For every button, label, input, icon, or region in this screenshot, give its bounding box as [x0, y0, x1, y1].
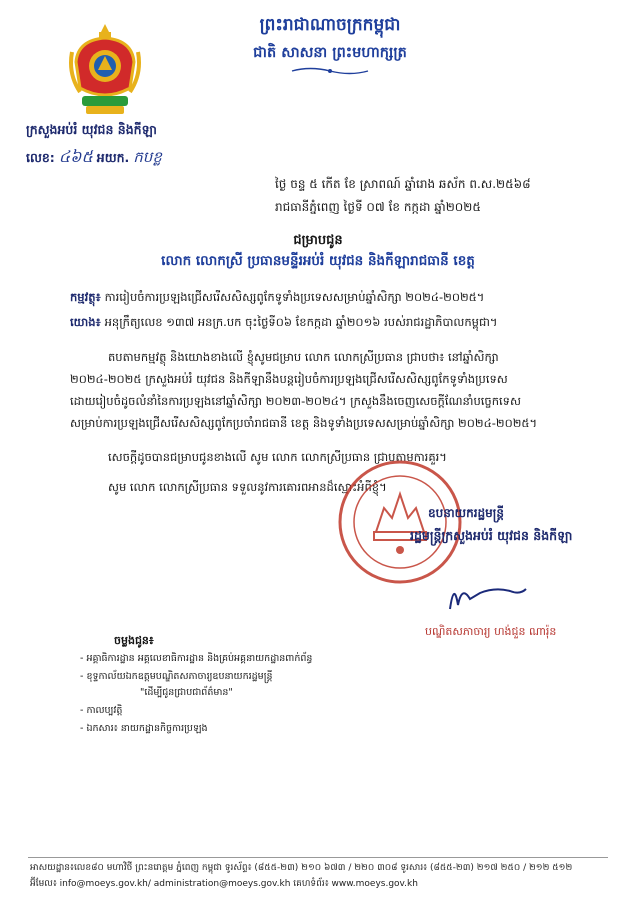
paragraph-1-line-4: សម្រាប់ការប្រឡងជ្រើសរើសសិស្សពូកែប្រចាំរាជធានី ខេត្ត និងទូទាំងប្រទេសសម្រាប់ឆ្នាំសិក្សា ២០២៤-២០២៥។ [70, 416, 538, 430]
handwritten-signature [440, 575, 530, 615]
reference-text: អនុក្រឹត្យលេខ ១៣៧ អនក្រ.បក ចុះថ្ងៃទី០៦ ខែកក្កដា ឆ្នាំ២០១៦ របស់រាជរដ្ឋាភិបាលកម្ពុជា។ [104, 315, 498, 329]
reference-label: យោង [70, 315, 96, 329]
paragraph-1-line-1: តបតាមកម្មវត្ថុ និងយោងខាងលើ ខ្ញុំសូមជម្រាប លោក លោកស្រីប្រធាន ជ្រាបថា៖ នៅឆ្នាំសិក្សា [108, 350, 499, 364]
recipient-heading: លោក លោកស្រី ប្រធានមន្ទីរអប់រំ យុវជន និងកីឡារាជធានី ខេត្ត [161, 253, 475, 269]
signatory-name: បណ្ឌិតសភាចារ្យ ហង់ជួន ណារ៉ុន [425, 625, 557, 638]
greeting-heading: ជម្រាបជូន [293, 233, 343, 248]
ref-number: ៤៦៥ [58, 147, 93, 166]
divider-ornament [290, 66, 370, 76]
kingdom-title: ព្រះរាជាណាចក្រកម្ពុជា [259, 15, 401, 35]
reference-line: យោង៖ អនុក្រឹត្យលេខ ១៣៧ អនក្រ.បក ចុះថ្ងៃទី០៦ ខែកក្កដា ឆ្នាំ២០១៦ របស់រាជរដ្ឋាភិបាលកម្ពុជា។ [70, 315, 498, 329]
national-motto: ជាតិ សាសនា ព្រះមហាក្សត្រ [253, 45, 407, 61]
subject-text: ការរៀបចំការប្រឡងជ្រើសរើសសិស្សពូកែទូទាំងប្រទេសសម្រាប់ឆ្នាំសិក្សា ២០២៤-២០២៥។ [104, 290, 485, 304]
reference-number-line [26, 146, 286, 170]
cc-item: - ខុទ្ទកាល័យឯកឧត្តមបណ្ឌិតសភាចារ្យឧបនាយករដ្ឋមន្ត្រី [80, 671, 273, 682]
ref-label: លេខ: [26, 150, 55, 165]
paragraph-1-line-3: ដោយរៀបចំដូចលំនាំនៃការប្រឡងនៅឆ្នាំសិក្សា ២០២៣-២០២៤។ ក្រសួងនឹងចេញសេចក្តីណែនាំបច្ចេកទេស [70, 394, 521, 408]
footer-address: អាសយដ្ឋាន៖លេខ៨០ មហាវិថី ព្រះនរោត្តម ភ្នំពេញ កម្ពុជា ទូរស័ព្ទ៖ (៨៥៥-២៣) ២១០ ៦៧៣ / ២២០ ៣០៨ ទូរសារ៖ (៨៥៥-២៣) ២១៧ ២៥០ / ២១២ ៥១២ [30, 863, 573, 873]
cc-item: - ឯកសារ៖ នាយកដ្ឋានកិច្ចការប្រឡង [80, 723, 208, 734]
ref-suffix: អយក. [96, 150, 130, 165]
cc-item: "ដើម្បីជូនជ្រាបជាព័ត៌មាន" [140, 687, 233, 698]
paragraph-3: សូម លោក លោកស្រីប្រធាន ទទួលនូវការគោរពអានដ៏ស្មោះអំពីខ្ញុំ។ [108, 480, 387, 494]
paragraph-1-line-2: ២០២៤-២០២៥ ក្រសួងអប់រំ យុវជន និងកីឡានឹងបន្តរៀបចំការប្រឡងជ្រើសរើសសិស្សពូកែទូទាំងប្រទេស [70, 372, 508, 386]
footer-contact: អ៊ីមែល៖ info@moeys.gov.kh/ administration@moeys.gov.kh គេហទំព័រ៖ www.moeys.gov.kh [30, 879, 418, 889]
signatory-role: រដ្ឋមន្ត្រីក្រសួងអប់រំ យុវជន និងកីឡា [410, 528, 573, 543]
subject-label: កម្មវត្ថុ [70, 290, 96, 304]
solar-date: រាជធានីភ្នំពេញ ថ្ងៃទី ០៧ ខែ កក្កដា ឆ្នាំ២០២៥ [275, 200, 481, 214]
ref-code: កបខ្ល [133, 148, 162, 166]
cc-title: ចម្លងជូន៖ [114, 634, 154, 647]
subject-line: កម្មវត្ថុ៖ ការរៀបចំការប្រឡងជ្រើសរើសសិស្សពូកែទូទាំងប្រទេសសម្រាប់ឆ្នាំសិក្សា ២០២៤-២០២៥។ [70, 290, 485, 304]
ministry-emblem-icon [68, 22, 142, 118]
paragraph-2: សេចក្តីដូចបានជម្រាបជូនខាងលើ សូម លោក លោកស្រីប្រធាន ជ្រាបតាមការគួរ។ [108, 450, 447, 464]
signatory-title: ឧបនាយករដ្ឋមន្ត្រី [428, 506, 504, 520]
ministry-name: ក្រសួងអប់រំ យុវជន និងកីឡា [26, 122, 157, 137]
cc-item: - អគ្គាធិការដ្ឋាន អគ្គលេខាធិការដ្ឋាន និងគ្រប់អគ្គនាយកដ្ឋានពាក់ព័ន្ធ [80, 653, 313, 664]
cc-item: - កាលប្បវត្តិ [80, 705, 123, 716]
lunar-date: ថ្ងៃ ចន្ទ ៥ កើត ខែ ស្រាពណ៍ ឆ្នាំរោង ឆស័ក ព.ស.២៥៦៨ [275, 177, 531, 191]
footer-divider [28, 857, 608, 858]
